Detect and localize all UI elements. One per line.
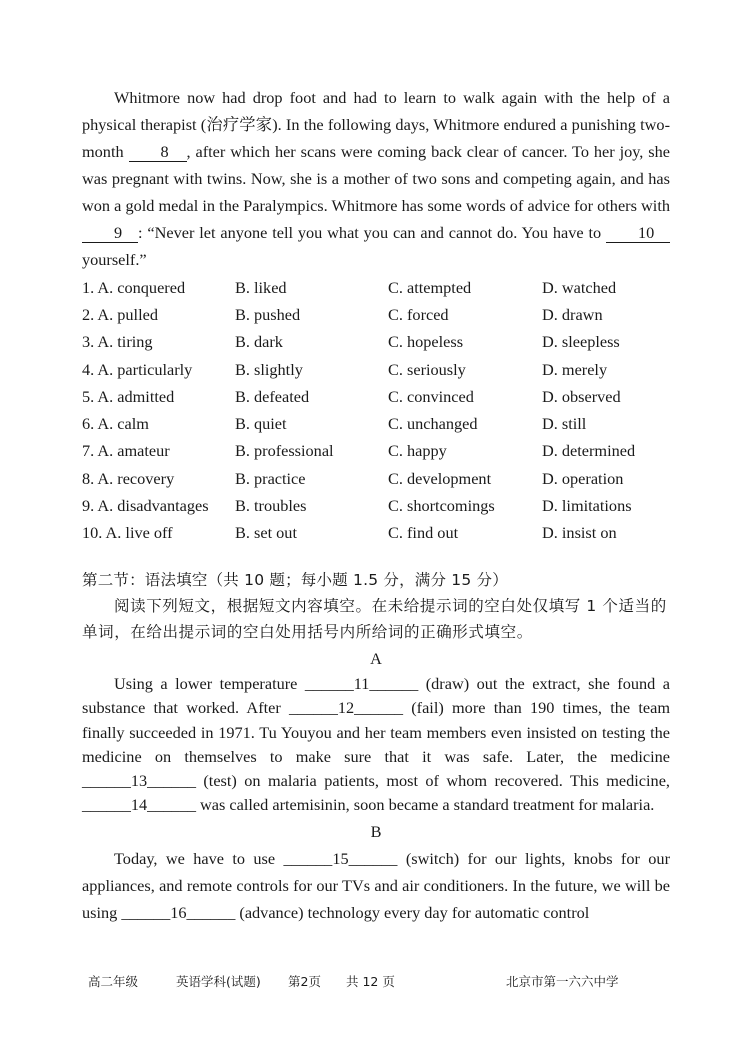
- passage-b-label: B: [370, 821, 382, 841]
- page-footer: [88, 972, 648, 992]
- option-row: [82, 383, 670, 410]
- footer-subject: 英语学科(试题): [176, 974, 261, 989]
- passage-text-1: Whitmore now had drop foot and had to learn to walk again with the help of a physical therapist (治疗学家). In the following days, Whitmore endured a punishing two-month: [82, 88, 670, 161]
- passage-a-seg: was called artemisinin, soon became a standard treatment for malaria.: [195, 795, 655, 815]
- option-row: [82, 438, 670, 465]
- blank-12: ______12______: [289, 698, 403, 718]
- option-b: B. defeated: [235, 386, 310, 406]
- option-d: D. drawn: [542, 304, 603, 324]
- option-a: 6. A. calm: [82, 414, 149, 434]
- passage-text-4: yourself.”: [82, 250, 147, 269]
- option-b: B. liked: [235, 277, 287, 297]
- blank-13: ______13______: [82, 771, 196, 791]
- exam-page: [82, 84, 670, 926]
- blank-11: ______11______: [304, 673, 419, 693]
- passage-paragraph: [82, 84, 670, 273]
- option-b: B. troubles: [235, 496, 307, 516]
- option-row: [82, 520, 670, 547]
- option-c: C. development: [388, 468, 492, 488]
- passage-a-label: A: [370, 648, 382, 668]
- blank-8: 8: [129, 143, 187, 162]
- passage-b-text: [82, 845, 670, 926]
- passage-a-seg: Using a lower temperature: [114, 673, 305, 693]
- option-c: C. hopeless: [388, 332, 464, 352]
- option-d: D. sleepless: [542, 332, 620, 352]
- option-a: 1. A. conquered: [82, 277, 186, 297]
- passage-text-2: , after which her scans were coming back clear of cancer. To her joy, she was pregnant with twins. Now, she is a mother of two sons and competing again, and has won a gold medal in the Paralympics. Whitmore has some words of advice for others with: [82, 142, 670, 215]
- passage-b-seg: Today, we have to use: [114, 848, 284, 868]
- option-c: C. forced: [388, 304, 449, 324]
- option-a: 3. A. tiring: [82, 332, 153, 352]
- option-d: D. determined: [542, 441, 636, 461]
- option-row: [82, 274, 670, 301]
- passage-a-seg: (test) on malaria patients, most of whom recovered. This medicine,: [195, 771, 670, 791]
- option-b: B. set out: [235, 523, 297, 543]
- option-c: C. unchanged: [388, 414, 478, 434]
- footer-page: 第2页: [288, 974, 321, 989]
- option-a: 5. A. admitted: [82, 386, 175, 406]
- option-c: C. attempted: [388, 277, 472, 297]
- blank-16: ______16______: [121, 902, 236, 922]
- option-a: 9. A. disadvantages: [82, 496, 209, 516]
- option-b: B. practice: [235, 468, 306, 488]
- passage-b-seg: (advance) technology every day for automatic control: [235, 902, 590, 922]
- option-d: D. insist on: [542, 523, 617, 543]
- option-d: D. observed: [542, 386, 621, 406]
- option-row: [82, 301, 670, 328]
- option-c: C. convinced: [388, 386, 474, 406]
- footer-school: 北京市第一六六中学: [506, 974, 619, 989]
- blank-10: 10: [606, 224, 670, 243]
- options-list: [82, 274, 670, 547]
- option-b: B. pushed: [235, 304, 301, 324]
- option-row: [82, 356, 670, 383]
- option-b: B. professional: [235, 441, 334, 461]
- option-a: 2. A. pulled: [82, 304, 158, 324]
- option-row: [82, 329, 670, 356]
- option-row: [82, 410, 670, 437]
- option-d: D. limitations: [542, 496, 632, 516]
- option-c: C. seriously: [388, 359, 466, 379]
- option-a: 10. A. live off: [82, 523, 173, 543]
- passage-a-text: [82, 672, 670, 818]
- passage-text-3: : “Never let anyone tell you what you can and cannot do. You have to: [138, 223, 606, 242]
- passage-a-seg: (fail) more than 190 times, the team finally succeeded in 1971. Tu Youyou and her team members even insisted on testing the medicine on themselves to make sure that it was safe. Later, the medicine: [82, 698, 671, 766]
- option-d: D. watched: [542, 277, 617, 297]
- blank-15: ______15______: [283, 848, 398, 868]
- section-title: 第二节：语法填空（共 10 题；每小题 1.5 分，满分 15 分）: [82, 570, 508, 589]
- passage-b-seg: (switch) for our lights, knobs for our appliances, and remote controls for our TVs and air conditioners. In the future, we will be using: [82, 848, 670, 922]
- option-a: 7. A. amateur: [82, 441, 170, 461]
- option-d: D. operation: [542, 468, 624, 488]
- option-c: C. shortcomings: [388, 496, 495, 516]
- option-a: 4. A. particularly: [82, 359, 193, 379]
- option-c: C. find out: [388, 523, 459, 543]
- option-b: B. dark: [235, 332, 283, 352]
- option-d: D. merely: [542, 359, 608, 379]
- option-row: [82, 492, 670, 519]
- passage-a-seg: (draw) out the extract, she found a substance that worked. After: [82, 673, 670, 718]
- footer-grade: 高二年级: [88, 974, 139, 989]
- option-row: [82, 465, 670, 492]
- section-instructions: 阅读下列短文，根据短文内容填空。在未给提示词的空白处仅填写 1 个适当的单词，在给出提示词的空白处用括号内所给词的正确形式填空。: [82, 596, 667, 641]
- option-a: 8. A. recovery: [82, 468, 175, 488]
- footer-total: 共 12 页: [346, 974, 395, 989]
- option-c: C. happy: [388, 441, 447, 461]
- option-d: D. still: [542, 414, 587, 434]
- option-b: B. slightly: [235, 359, 303, 379]
- blank-14: ______14______: [82, 795, 196, 815]
- option-b: B. quiet: [235, 414, 287, 434]
- blank-9: 9: [82, 224, 138, 243]
